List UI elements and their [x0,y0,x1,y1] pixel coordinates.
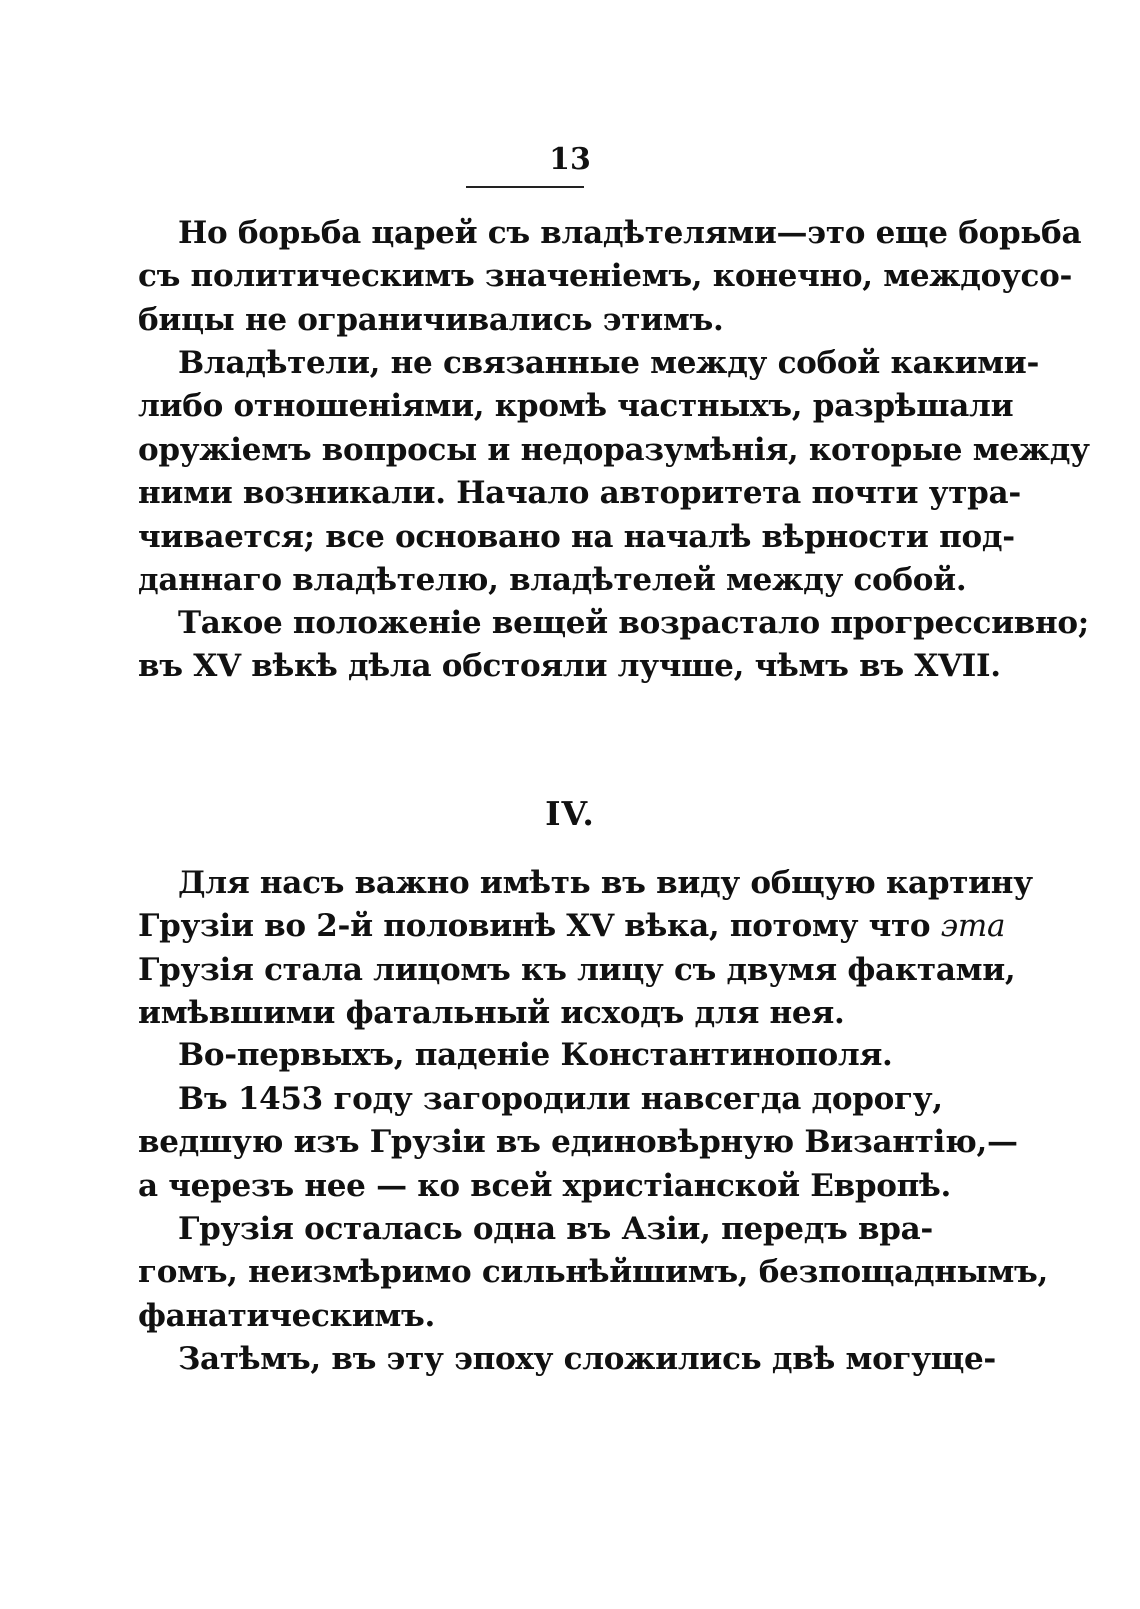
text-line: Во-первыхъ, паденіе Константинополя. [178,1037,893,1073]
paragraph [138,1034,908,1077]
text-line: ними возникали. Начало авторитета почти утра- [138,475,1021,512]
text-line: Грузія осталась одна въ Азіи, передъ вра- [178,1211,933,1247]
text-line: Но борьба царей съ владѣтелями—это еще борьба [178,215,1082,251]
text-line: фанатическимъ. [138,1297,435,1334]
page-number-rule [466,186,584,188]
text-line: Владѣтели, не связанные между собой какими- [178,345,1040,381]
text-line: имѣвшими фатальный исходъ для нея. [138,995,845,1032]
paragraph [138,862,1033,1036]
paragraph [138,1078,1018,1208]
section-heading: IV. [545,794,595,833]
text-line: бицы не ограничивались этимъ. [138,301,724,338]
page-number: 13 [549,142,591,177]
text-segment: Грузіи во 2-й половинѣ XV вѣка, потому что [138,908,941,945]
paragraph [138,1208,1049,1338]
paragraph [138,212,1082,342]
text-line: Грузія стала лицомъ къ лицу съ двумя фактами, [138,951,1016,988]
paragraph [138,602,1089,689]
text-line: даннаго владѣтелю, владѣтелей между собой. [138,562,967,599]
text-line: Для насъ важно имѣть въ виду общую картину [178,865,1033,901]
text-line: въ XV вѣкѣ дѣла обстояли лучше, чѣмъ въ XVII. [138,648,1001,685]
text-line [138,905,1006,948]
text-line: Въ 1453 году загородили навсегда дорогу, [178,1081,943,1117]
text-line: Такое положеніе вещей возрастало прогрессивно; [178,605,1089,641]
text-line: съ политическимъ значеніемъ, конечно, междоусо- [138,258,1073,295]
text-line: оружіемъ вопросы и недоразумѣнія, которые между [138,431,1090,468]
text-line: а черезъ нее — ко всей христіанской Европѣ. [138,1167,951,1204]
text-line: ведшую изъ Грузіи въ единовѣрную Византію,— [138,1124,1018,1161]
paragraph [138,1338,996,1381]
italic-word: эта [940,908,1006,945]
text-line: чивается; все основано на началѣ вѣрности под- [138,518,1015,555]
text-line: Затѣмъ, въ эту эпоху сложились двѣ могуще- [178,1341,996,1377]
paragraph [138,342,1090,602]
text-line: гомъ, неизмѣримо сильнѣйшимъ, безпощаднымъ, [138,1254,1049,1291]
text-line: либо отношеніями, кромѣ частныхъ, разрѣшали [138,388,1014,425]
